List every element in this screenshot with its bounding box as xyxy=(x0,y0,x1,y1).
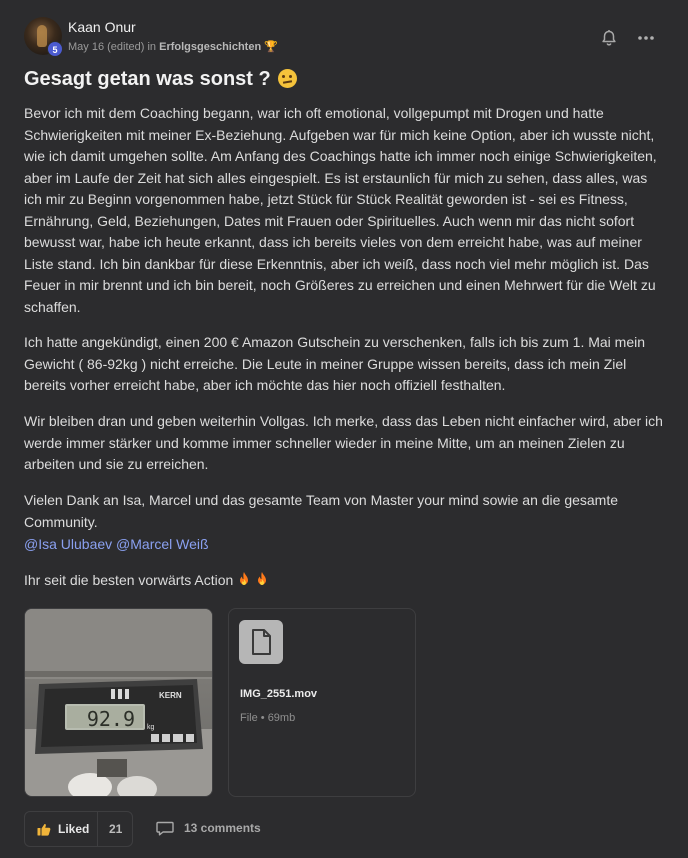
post-date: May 16 (edited) in xyxy=(68,41,160,53)
trophy-icon: 🏆 xyxy=(264,41,278,53)
mentions xyxy=(24,534,209,556)
like-button[interactable] xyxy=(24,811,133,847)
paragraph: Vielen Dank an Isa, Marcel und das gesamte Team von Master your mind sowie an die gesamte Community. xyxy=(24,492,619,530)
closing-line xyxy=(24,570,269,592)
divider xyxy=(97,812,98,846)
post-title-text: Gesagt getan was sonst ? xyxy=(24,68,271,90)
fire-icon xyxy=(237,571,251,588)
author-name[interactable]: Kaan Onur xyxy=(68,19,136,35)
scale-brand: KERN xyxy=(159,691,182,700)
post-title xyxy=(24,68,297,91)
category-link[interactable]: Erfolgsgeschichten xyxy=(159,41,262,53)
like-count[interactable]: 21 xyxy=(109,822,123,836)
comment-icon xyxy=(156,821,174,836)
post-meta xyxy=(68,40,278,53)
raised-eyebrow-emoji-icon xyxy=(278,69,297,88)
like-label: Liked xyxy=(58,822,90,836)
image-attachment[interactable] xyxy=(24,608,213,797)
file-icon xyxy=(239,620,283,664)
file-attachment[interactable] xyxy=(228,608,416,797)
fire-icon xyxy=(255,571,269,588)
mention-isa[interactable]: @Isa Ulubaev xyxy=(24,536,113,552)
author-avatar[interactable] xyxy=(24,17,62,55)
level-badge: 5 xyxy=(47,41,63,57)
file-name: IMG_2551.mov xyxy=(240,688,318,700)
paragraph: Wir bleiben dran und geben weiterhin Vollgas. Ich merke, dass das Leben nicht einfacher wird, aber ich werde immer stärker und komme immer schneller wieder in meine Mitte, um an meinen Zielen zu arbeiten und sie zu erreichen. xyxy=(24,413,663,472)
mention-marcel[interactable]: @Marcel Weiß xyxy=(116,536,209,552)
scale-photo xyxy=(25,609,213,797)
thumbs-up-icon xyxy=(37,823,51,836)
comments-label: 13 comments xyxy=(184,821,261,835)
closing-text: Ihr seit die besten vorwärts Action xyxy=(24,572,234,588)
more-options-icon[interactable] xyxy=(636,28,656,48)
file-meta: File • 69mb xyxy=(240,712,296,724)
scale-reading: 92.9 xyxy=(86,707,135,731)
paragraph: Bevor ich mit dem Coaching begann, war ich oft emotional, vollgepumpt mit Drogen und hatte Schwierigkeiten mit meiner Ex-Beziehung. Aufgeben war für mich keine Option, aber ich wusste nicht, wie ich damit umgehen sollte. Am Anfang des Coachings hatte ich immer noch einige Schwierigkeiten, aber im Laufe der Zeit hat sich alles eingespielt. Es ist erstaunlich für mich zu sehen, dass alles, was ich mir zu Beginn vorgenommen habe, jetzt Stück für Stück Realität geworden ist - sei es Fitness, Ernährung, Geld, Beziehungen, Dates mit Frauen oder Spirituelles. Auch wenn mir das nicht sofort bewusst war, habe ich heute erkannt, dass ich bereits vieles von dem erreicht habe, was auf meiner Liste stand. Ich bin dankbar für diese Erkenntnis, aber ich weiß, dass noch viel mehr möglich ist. Das Feuer in mir brennt und ich bin bereit, noch Größeres zu erreichen und einen Mehrwert für die Welt zu schaffen. xyxy=(24,105,657,315)
paragraph: Ich hatte angekündigt, einen 200 € Amazon Gutschein zu verschenken, falls ich bis zum 1. Mai mein Gewicht ( 86-92kg ) nicht erreiche. Die Leute in meiner Gruppe wissen bereits, dass ich mein Ziel bereits vorher erreicht habe, aber ich möchte das hier noch offiziell festhalten. xyxy=(24,334,646,393)
notifications-bell-icon[interactable] xyxy=(599,28,619,48)
scale-unit: kg xyxy=(147,724,155,731)
